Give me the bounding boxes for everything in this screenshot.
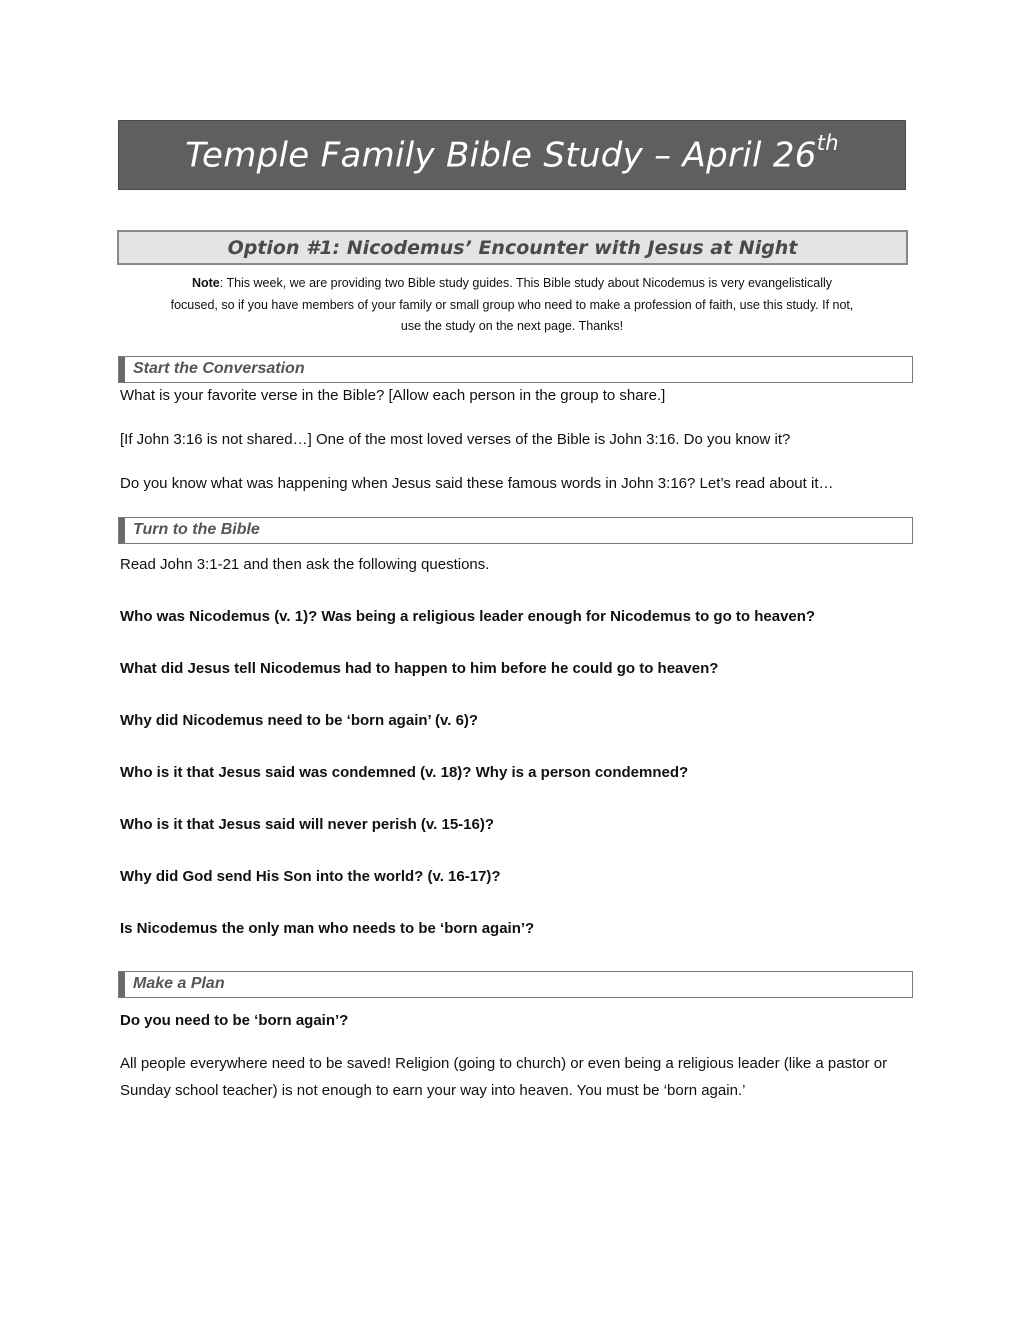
- bible-intro: Read John 3:1-21 and then ask the following questions.: [120, 556, 490, 573]
- page-title-superscript: th: [816, 130, 839, 155]
- study-note: [170, 273, 854, 338]
- section-turn-to-bible: [118, 517, 913, 544]
- section-accent: [119, 972, 125, 997]
- study-question: Why did Nicodemus need to be ‘born again’ (v. 6)?: [120, 712, 479, 729]
- section-title: Start the Conversation: [133, 360, 305, 377]
- option-heading-box: [117, 230, 908, 265]
- section-title: Turn to the Bible: [133, 521, 260, 538]
- section-accent: [119, 518, 125, 543]
- section-make-a-plan: [118, 971, 913, 998]
- study-question: Who was Nicodemus (v. 1)? Was being a religious leader enough for Nicodemus to go to heaven?: [120, 608, 816, 625]
- note-label: Note: [191, 276, 220, 290]
- study-question: Who is it that Jesus said was condemned (v. 18)? Why is a person condemned?: [120, 764, 689, 781]
- section-start-conversation: [118, 356, 913, 383]
- page-title-text: Temple Family Bible Study – April 26: [185, 135, 817, 176]
- conversation-line: [If John 3:16 is not shared…] One of the most loved verses of the Bible is John 3:16. Do you know it?: [120, 431, 791, 448]
- section-title: Make a Plan: [133, 975, 225, 992]
- page-title: [185, 130, 839, 176]
- conversation-line: What is your favorite verse in the Bible? [Allow each person in the group to share.]: [120, 387, 666, 404]
- study-question: Is Nicodemus the only man who needs to be ‘born again’?: [120, 920, 535, 937]
- study-question: Why did God send His Son into the world? (v. 16-17)?: [120, 868, 501, 885]
- title-banner: [118, 120, 906, 190]
- option-heading: Option #1: Nicodemus’ Encounter with Jesus at Night: [227, 236, 798, 259]
- study-question: Who is it that Jesus said will never perish (v. 15-16)?: [120, 816, 494, 833]
- plan-paragraph: All people everywhere need to be saved! Religion (going to church) or even being a religious leader (like a pastor or Sunday school teacher) is not enough to earn your way into heaven. You must be ‘born again.’: [120, 1055, 888, 1099]
- note-text: : This week, we are providing two Bible study guides. This Bible study about Nicodemus is very evangelistically focused, so if you have members of your family or small group who need to make a profession of faith, use this study. If not, use the study on the next page. Thanks!: [170, 276, 854, 333]
- plan-question: Do you need to be ‘born again’?: [120, 1012, 349, 1029]
- section-accent: [119, 357, 125, 382]
- conversation-line: Do you know what was happening when Jesus said these famous words in John 3:16? Let’s read about it…: [120, 475, 834, 492]
- study-question: What did Jesus tell Nicodemus had to happen to him before he could go to heaven?: [120, 660, 719, 677]
